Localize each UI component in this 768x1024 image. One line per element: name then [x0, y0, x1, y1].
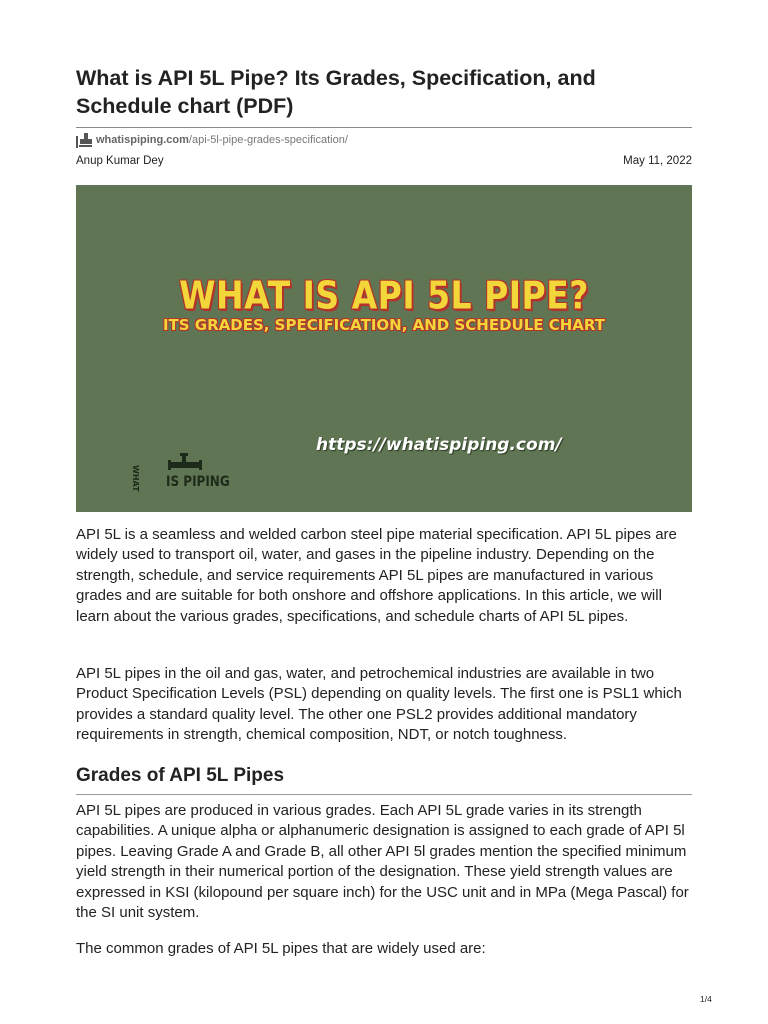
- page-number: 1/4: [700, 994, 712, 1004]
- hero-headline: WHAT IS API 5L PIPE?: [179, 273, 589, 318]
- source-link[interactable]: [96, 134, 348, 146]
- hero-logo-text: IS PIPING: [166, 472, 230, 490]
- hero-logo-what: WHAT: [131, 465, 140, 492]
- intro-paragraph-2: API 5L pipes in the oil and gas, water, and petrochemical industries are available in two Product Specification Levels (PSL) depending on quality levels. The first one is PSL1 which provides a standard quality level. The other one PSL2 provides additional mandatory requirements in strength, chemical composition, NDT, or notch toughness.: [76, 665, 682, 744]
- hero-url: https://whatispiping.com/: [316, 435, 562, 455]
- section-paragraph-1: API 5L pipes are produced in various grades. Each API 5L grade varies in its strength capabilities. A unique alpha or alphanumeric designation is assigned to each grade of API 5l pipes. Leaving Grade A and Grade B, all other API 5l grades mention the specified minimum yield strength in their numerical portion of the designation. These yield strength values are expressed in KSI (kilopound per square inch) for the USC unit and in MPa (Mega Pascal) for the SI unit system.: [76, 802, 689, 922]
- hero-subhead: ITS GRADES, SPECIFICATION, AND SCHEDULE CHART: [162, 316, 606, 334]
- article-meta: [76, 155, 692, 167]
- title-divider: [76, 127, 692, 128]
- intro-paragraph-1: API 5L is a seamless and welded carbon steel pipe material specification. API 5L pipes are widely used to transport oil, water, and gases in the pipeline industry. Depending on the strength, schedule, and service requirements API 5L pipes are manufactured in various grades and are suitable for both onshore and offshore applications. In this article, we will learn about the various grades, specifications, and schedule charts of API 5L pipes.: [76, 526, 677, 625]
- section-paragraph-2: The common grades of API 5L pipes that are widely used are:: [76, 940, 486, 957]
- section-divider: [76, 794, 692, 795]
- publish-date: May 11, 2022: [623, 155, 692, 167]
- source-domain: whatispiping.com: [96, 134, 189, 146]
- source-line: [76, 132, 348, 148]
- hero-image: [76, 185, 692, 512]
- section-heading: Grades of API 5L Pipes: [76, 765, 285, 786]
- site-logo-icon: [76, 133, 92, 148]
- page-title: What is API 5L Pipe? Its Grades, Specification, and Schedule chart (PDF): [76, 66, 596, 118]
- hero-logo: [131, 453, 236, 501]
- author-name: Anup Kumar Dey: [76, 155, 164, 167]
- source-path: /api-5l-pipe-grades-specification/: [188, 134, 348, 146]
